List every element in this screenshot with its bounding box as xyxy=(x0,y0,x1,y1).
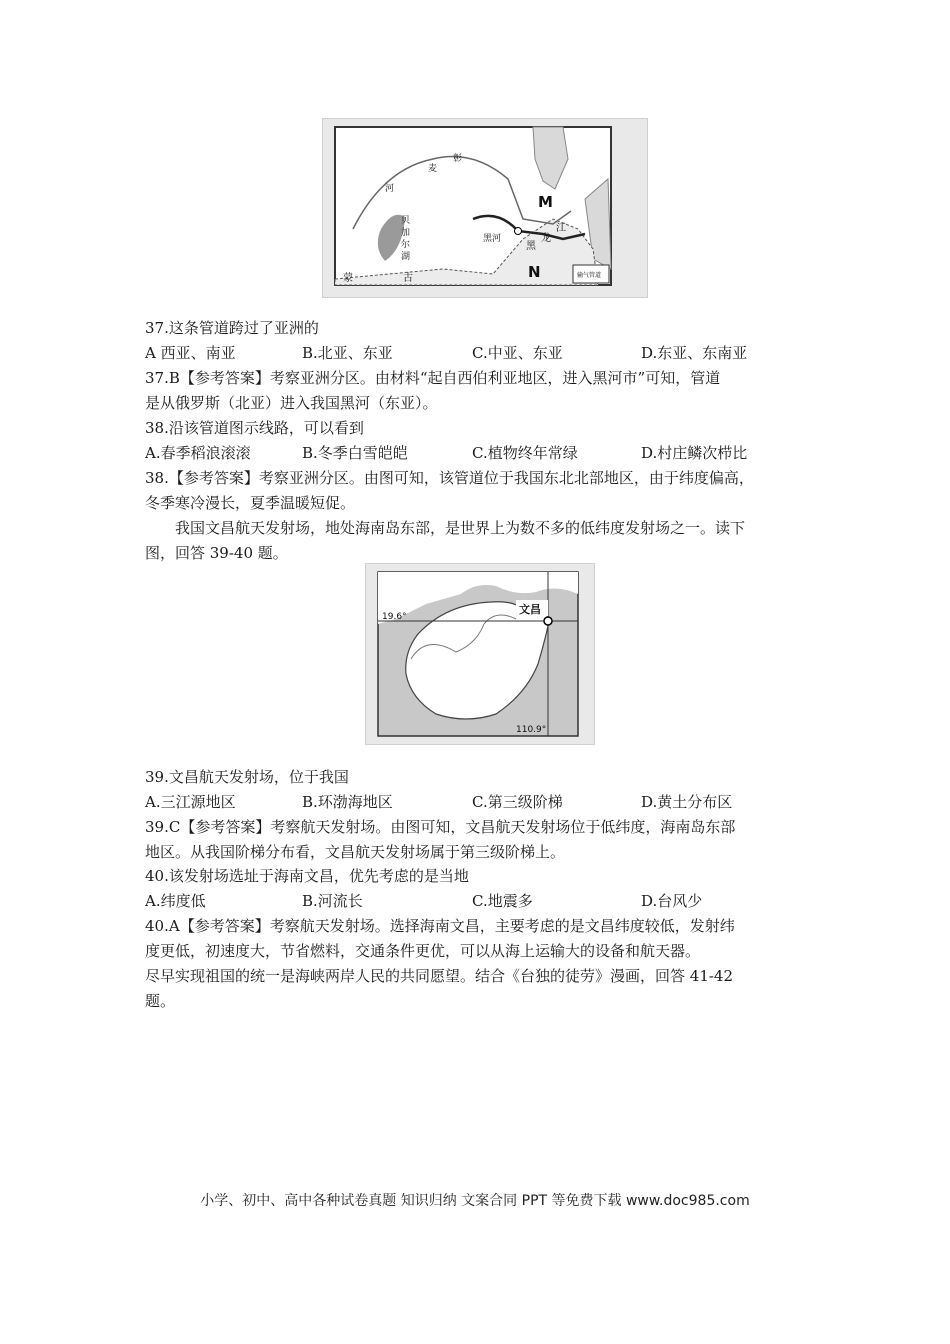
q39-stem: 39.文昌航天发射场，位于我国 xyxy=(145,768,349,786)
q37-option-b: B.北亚、东亚 xyxy=(302,344,393,362)
q40-answer-2: 度更低，初速度大，节省燃料，交通条件更优，可以从海上运输大的设备和航天器。 xyxy=(145,942,701,960)
hainan-map-svg xyxy=(366,564,594,744)
q38-stem: 38.沿该管道图示线路，可以看到 xyxy=(145,419,364,437)
label-river-2: 麦 xyxy=(428,164,438,174)
pipeline-map-svg xyxy=(323,119,647,297)
q39-answer-1: 39.C【参考答案】考察航天发射场。由图可知，文昌航天发射场位于低纬度，海南岛东部 xyxy=(145,818,736,836)
q38-option-c: C.植物终年常绿 xyxy=(472,444,578,462)
q38-option-b: B.冬季白雪皑皑 xyxy=(302,444,408,462)
label-wenchang: 文昌 xyxy=(519,603,541,616)
q39-option-c: C.第三级阶梯 xyxy=(472,793,563,811)
q39-option-a: A.三江源地区 xyxy=(145,793,236,811)
q38-option-a: A.春季稻浪滚滚 xyxy=(145,444,251,462)
q38-answer-2: 冬季寒冷漫长，夏季温暖短促。 xyxy=(145,494,356,512)
heihe-point xyxy=(515,228,522,235)
q40-answer-1: 40.A【参考答案】考察航天发射场。选择海南文昌，主要考虑的是文昌纬度较低，发射纬 xyxy=(145,917,735,935)
q39-answer-2: 地区。从我国阶梯分布看，文昌航天发射场属于第三级阶梯上。 xyxy=(145,843,566,861)
q40-option-a: A.纬度低 xyxy=(145,892,206,910)
label-n: N xyxy=(528,263,541,281)
label-baikal-2: 加 xyxy=(401,228,411,238)
q38-answer-1: 38.【参考答案】考察亚洲分区。由图可知，该管道位于我国东北北部地区，由于纬度偏高， xyxy=(145,469,754,487)
label-baikal-3: 尔 xyxy=(401,240,411,250)
q40-option-c: C.地震多 xyxy=(472,892,533,910)
label-heilongjiang-1: 黑 xyxy=(526,241,536,252)
intro3-line1: 尽早实现祖国的统一是海峡两岸人民的共同愿望。结合《台独的徒劳》漫画，回答 41-42 xyxy=(145,967,734,985)
q40-stem: 40.该发射场选址于海南文昌，优先考虑的是当地 xyxy=(145,867,469,885)
q40-option-b: B.河流长 xyxy=(302,892,363,910)
legend-label: 输气管道 xyxy=(577,272,602,279)
q37-answer-2: 是从俄罗斯（北亚）进入我国黑河（东亚）。 xyxy=(145,394,438,412)
intro2-line1: 我国文昌航天发射场，地处海南岛东部，是世界上为数不多的低纬度发射场之一。读下 xyxy=(175,519,746,537)
label-heihe: 黑河 xyxy=(483,234,502,244)
q39-option-d: D.黄土分布区 xyxy=(641,793,733,811)
page-footer: 小学、初中、高中各种试卷真题 知识归纳 文案合同 PPT 等免费下载 www.doc985.com xyxy=(200,1193,750,1209)
label-heilongjiang-2: 龙 xyxy=(541,233,551,244)
label-mongolia-1: 蒙 xyxy=(343,273,353,284)
label-river-1: 河 xyxy=(385,184,395,194)
label-latitude: 19.6° xyxy=(382,612,407,622)
q37-option-c: C.中亚、东亚 xyxy=(472,344,563,362)
label-river-3: 彰 xyxy=(453,154,463,164)
label-heilongjiang-3: 江 xyxy=(556,223,566,234)
label-baikal-4: 湖 xyxy=(401,252,411,262)
q37-option-d: D.东亚、东南亚 xyxy=(641,344,748,362)
q37-option-a: A 西亚、南亚 xyxy=(145,344,236,362)
hainan-map xyxy=(365,563,595,745)
intro3-line2: 题。 xyxy=(145,992,176,1010)
q39-option-b: B.环渤海地区 xyxy=(302,793,393,811)
q37-stem: 37.这条管道跨过了亚洲的 xyxy=(145,319,319,337)
label-longitude: 110.9° xyxy=(516,725,547,735)
q37-answer-1: 37.B【参考答案】考察亚洲分区。由材料“起自西伯利亚地区，进入黑河市”可知，管道 xyxy=(145,369,721,387)
label-baikal-1: 贝 xyxy=(401,216,411,226)
q40-option-d: D.台风少 xyxy=(641,892,703,910)
intro2-line2: 图，回答 39-40 题。 xyxy=(145,544,288,562)
wenchang-site xyxy=(544,617,552,625)
q38-option-d: D.村庄鳞次栉比 xyxy=(641,444,748,462)
label-m: M xyxy=(538,193,553,211)
pipeline-map xyxy=(322,118,648,298)
label-mongolia-2: 古 xyxy=(403,273,413,284)
